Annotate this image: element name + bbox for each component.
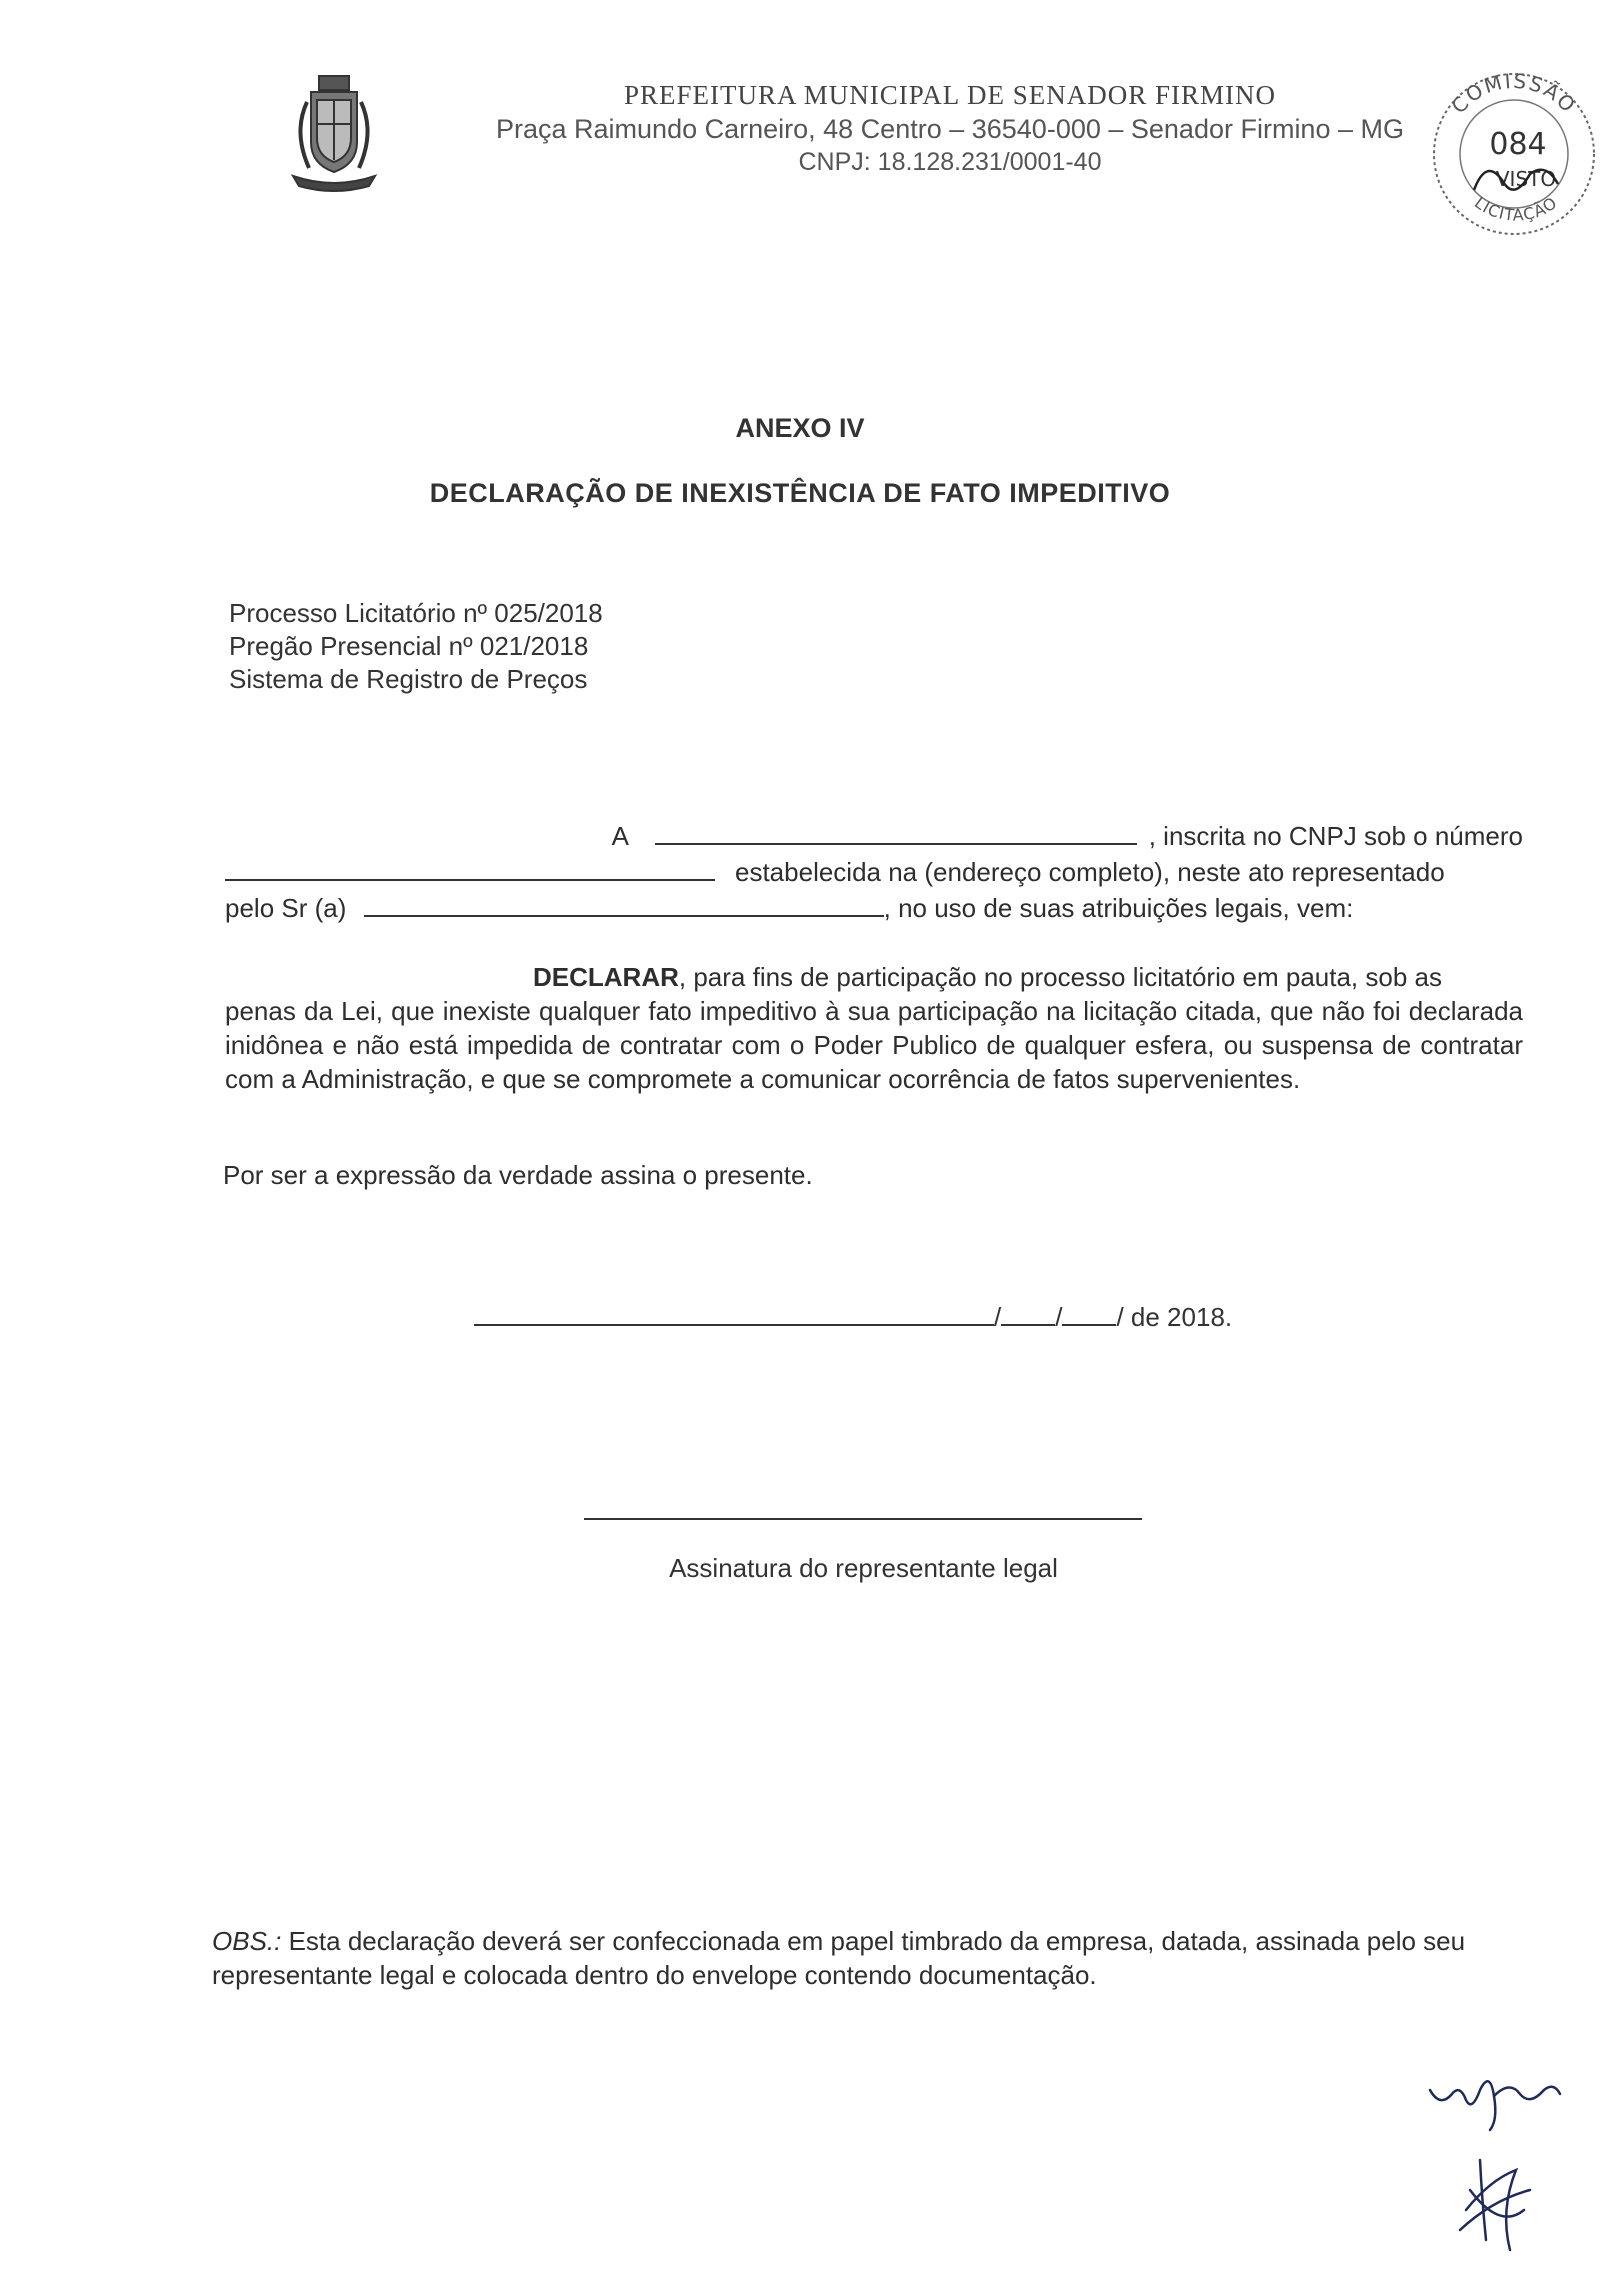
label-pelo: pelo Sr (a) — [225, 893, 347, 923]
signature-line[interactable] — [584, 1518, 1142, 1520]
handwritten-rubric-icon — [1420, 2060, 1580, 2260]
year-suffix: / de 2018. — [1116, 1302, 1233, 1332]
process-number: Processo Licitatório nº 025/2018 — [229, 598, 603, 628]
pregao-number: Pregão Presencial nº 021/2018 — [229, 631, 589, 661]
declarar-word: DECLARAR — [533, 962, 679, 992]
cnpj-blank[interactable] — [225, 857, 715, 881]
day-blank[interactable] — [1001, 1302, 1055, 1326]
obs-text: Esta declaração deverá ser confeccionada em papel timbrado da empresa, datada, assinada pelo seu representante legal e colocada dentro do envelope contendo documentação. — [212, 1926, 1466, 1990]
month-blank[interactable] — [1062, 1302, 1116, 1326]
letterhead — [470, 78, 1430, 178]
annex-heading: ANEXO IV — [735, 413, 865, 443]
document-title: DECLARAÇÃO DE INEXISTÊNCIA DE FATO IMPEDITIVO — [429, 478, 1171, 508]
label-uso: , no uso de suas atribuições legais, vem: — [883, 893, 1354, 923]
stamp-bottom-text: LICITAÇÃO — [1471, 192, 1561, 225]
declaration-text: penas da Lei, que inexiste qualquer fato impeditivo à sua participação na licitação citada, que não foi declarada inidônea e não está impedida de contratar com o Poder Publico de qualquer esfera, ou suspensa de contratar com a Administração, e que se compromete a comunicar ocorrência de fatos supervenientes. — [225, 996, 1523, 1094]
company-name-blank[interactable] — [655, 821, 1137, 845]
label-estabelecida: estabelecida na (endereço completo), neste ato representado — [735, 857, 1445, 887]
stamp-visto: VISTO — [1495, 167, 1557, 191]
process-info — [229, 597, 603, 696]
org-cnpj: CNPJ: 18.128.231/0001-40 — [798, 148, 1102, 176]
date-sep-1: / — [994, 1302, 1002, 1332]
commission-stamp — [1426, 62, 1598, 242]
company-identification — [225, 818, 1523, 926]
stamp-top-text: COMISSÃO — [1446, 68, 1582, 119]
label-inscrita: , inscrita no CNPJ sob o número — [1148, 821, 1523, 851]
truth-statement: Por ser a expressão da verdade assina o presente. — [223, 1160, 813, 1190]
declaration-first-line: , para fins de participação no processo licitatório em pauta, sob as — [678, 962, 1442, 992]
registry-system: Sistema de Registro de Preços — [229, 664, 588, 694]
declaration-paragraph — [225, 960, 1523, 1096]
svg-text:LICITAÇÃO — [1471, 193, 1561, 225]
org-address: Praça Raimundo Carneiro, 48 Centro – 36540-000 – Senador Firmino – MG — [496, 114, 1404, 144]
company-line-3 — [225, 890, 1523, 926]
representative-blank[interactable] — [364, 893, 884, 917]
label-a: A — [611, 821, 628, 851]
place-blank[interactable] — [474, 1302, 994, 1326]
obs-label: OBS.: — [212, 1926, 282, 1956]
org-name: PREFEITURA MUNICIPAL DE SENADOR FIRMINO — [623, 80, 1277, 110]
observation-note — [212, 1924, 1512, 1992]
company-line-1 — [225, 818, 1523, 854]
signature-label: Assinatura do representante legal — [669, 1553, 1058, 1583]
stamp-number: 084 — [1489, 127, 1547, 162]
company-line-2 — [225, 854, 1523, 890]
date-line — [474, 1302, 1232, 1333]
svg-text:COMISSÃO — [1447, 69, 1582, 118]
coat-of-arms-icon — [283, 72, 385, 194]
date-sep-2: / — [1055, 1302, 1063, 1332]
